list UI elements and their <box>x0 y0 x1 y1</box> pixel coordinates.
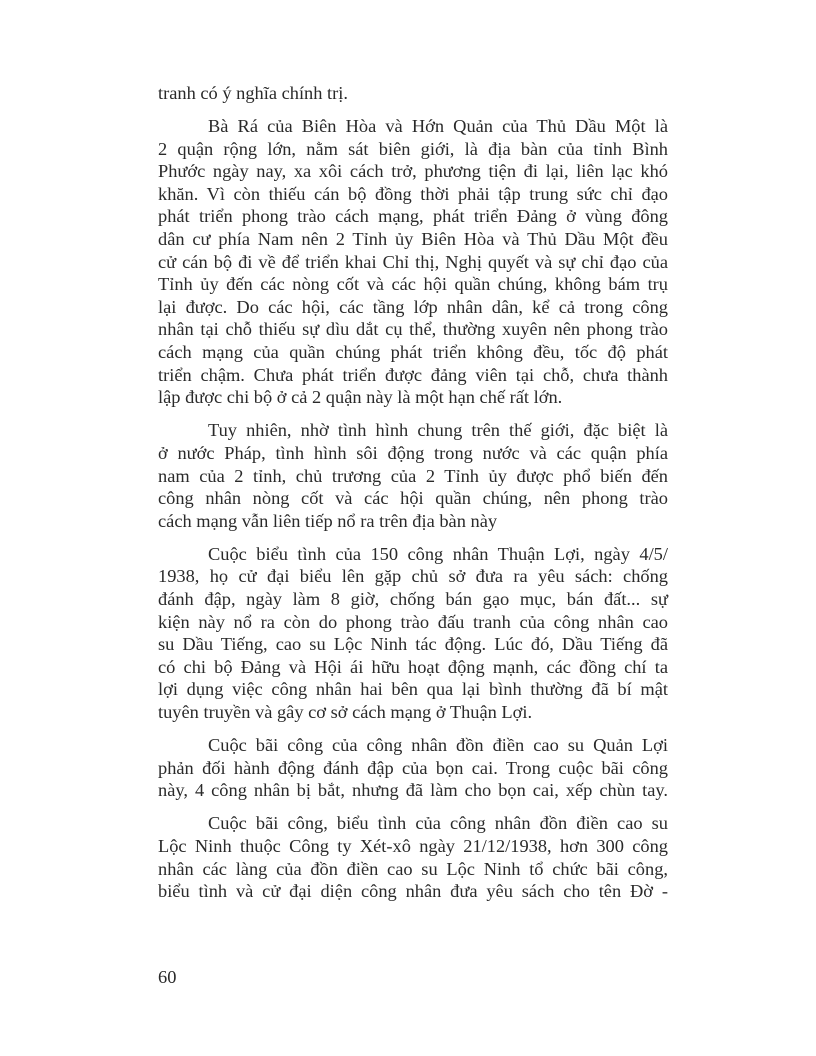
paragraph <box>158 734 668 802</box>
page-body <box>158 82 668 913</box>
text-line: 1938, họ cử đại biểu lên gặp chủ sở đưa ra yêu sách: chống <box>158 566 668 587</box>
text-line: có chi bộ Đảng và Hội ái hữu hoạt động mạnh, các đồng chí ta <box>158 656 668 677</box>
text-line: cử cán bộ đi về để triển khai Chỉ thị, Nghị quyết và sự chỉ đạo của <box>158 251 668 272</box>
text-line: ở nước Pháp, tình hình sôi động trong nước và các quận phía <box>158 442 668 463</box>
text-line: Tuy nhiên, nhờ tình hình chung trên thế giới, đặc biệt là <box>208 420 668 441</box>
text-line: Cuộc bãi công của công nhân đồn điền cao su Quản Lợi <box>208 735 668 756</box>
text-line: nhân các làng của đồn điền cao su Lộc Ninh tổ chức bãi công, <box>158 858 668 879</box>
text-line: Cuộc bãi công, biểu tình của công nhân đồn điền cao su <box>208 813 668 834</box>
paragraph <box>158 419 668 532</box>
paragraph <box>158 812 668 902</box>
text-line: nam của 2 tỉnh, chủ trương của 2 Tỉnh ủy được phổ biến đến <box>158 465 668 486</box>
paragraph <box>158 115 668 409</box>
text-line: khăn. Vì còn thiếu cán bộ đồng thời phải tập trung sức chỉ đạo <box>158 183 668 204</box>
text-line: công nhân nòng cốt và các hội quần chúng, nên phong trào <box>158 488 668 509</box>
text-line: Bà Rá của Biên Hòa và Hớn Quản của Thủ Dầu Một là <box>208 116 668 137</box>
text-line: này, 4 công nhân bị bắt, nhưng đã làm cho bọn cai, xếp chùn tay. <box>158 780 668 801</box>
text-line: lợi dụng việc công nhân hai bên qua lại bình thường đã bí mật <box>158 679 668 700</box>
text-line: phản đối hành động đánh đập của bọn cai. Trong cuộc bãi công <box>158 757 668 778</box>
text-line: triển chậm. Chưa phát triển được đảng viên tại chỗ, chưa thành <box>158 364 668 385</box>
text-line: Lộc Ninh thuộc Công ty Xét-xô ngày 21/12/1938, hơn 300 công <box>158 835 668 856</box>
paragraph <box>158 82 668 105</box>
text-line: Phước ngày nay, xa xôi cách trở, phương tiện đi lại, liên lạc khó <box>158 161 668 182</box>
page-number: 60 <box>158 967 177 987</box>
text-line: Cuộc biểu tình của 150 công nhân Thuận Lợi, ngày 4/5/ <box>208 543 668 564</box>
text-line: nhân tại chỗ thiếu sự dìu dắt cụ thể, thường xuyên nên phong trào <box>158 319 668 340</box>
text-line: tuyên truyền và gây cơ sở cách mạng ở Thuận Lợi. <box>158 701 533 722</box>
text-line: 2 quận rộng lớn, nằm sát biên giới, là địa bàn của tỉnh Bình <box>158 138 668 159</box>
text-line: lập được chi bộ ở cả 2 quận này là một hạn chế rất lớn. <box>158 387 563 408</box>
text-line: phát triển phong trào cách mạng, phát triển Đảng ở vùng đông <box>158 206 668 227</box>
paragraph <box>158 543 668 724</box>
text-line: cách mạng vẫn liên tiếp nổ ra trên địa bàn này <box>158 510 498 531</box>
text-line: dân cư phía Nam nên 2 Tỉnh ủy Biên Hòa và Thủ Dầu Một đều <box>158 229 668 250</box>
text-line: lại được. Do các hội, các tầng lớp nhân dân, kể cả trong công <box>158 296 668 317</box>
text-line: biểu tình và cử đại diện công nhân đưa yêu sách cho tên Đờ - <box>158 881 668 902</box>
text-line: cách mạng của quần chúng phát triển không đều, tốc độ phát <box>158 342 668 363</box>
text-line: Tỉnh ủy đến các nòng cốt và các hội quần chúng, không bám trụ <box>158 274 668 295</box>
text-line: đánh đập, ngày làm 8 giờ, chống bán gạo mục, bán đất... sự <box>158 588 668 609</box>
text-line: su Dầu Tiếng, cao su Lộc Ninh tác động. Lúc đó, Dầu Tiếng đã <box>158 634 668 655</box>
text-line: kiện này nổ ra còn do phong trào đấu tranh của công nhân cao <box>158 611 668 632</box>
text-line: tranh có ý nghĩa chính trị. <box>158 83 348 103</box>
